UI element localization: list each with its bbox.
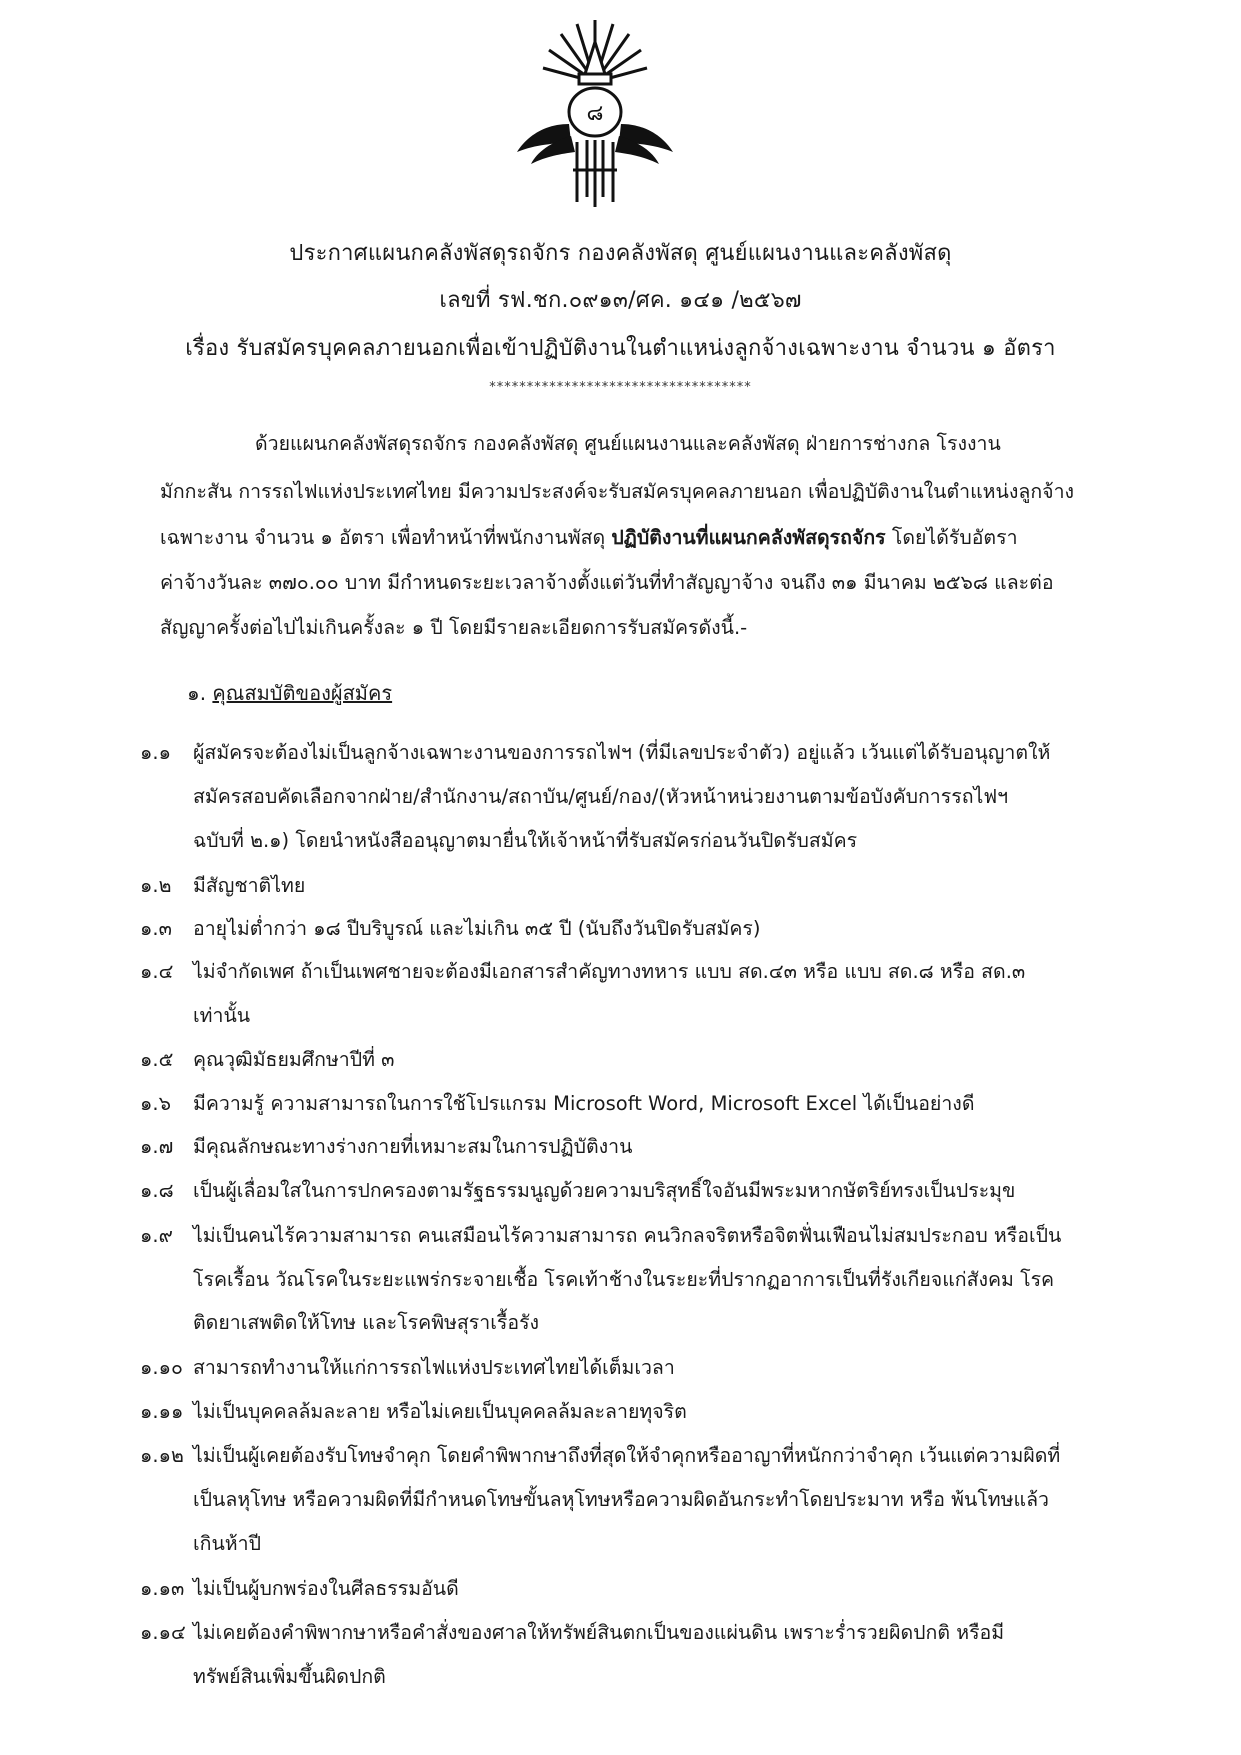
intro-line-1: ด้วยแผนกคลังพัสดุรถจักร กองคลังพัสดุ ศูนย์แผนงานและคลังพัสดุ ฝ่ายการช่างกล โรงงาน bbox=[255, 432, 1001, 455]
item-text: เกินห้าปี bbox=[193, 1532, 261, 1555]
svg-text:๘: ๘ bbox=[586, 101, 604, 126]
item-number: ๑.๑๔ bbox=[140, 1621, 186, 1644]
item-text: ไม่เป็นบุคคลล้มละลาย หรือไม่เคยเป็นบุคคลล้มละลายทุจริต bbox=[193, 1400, 687, 1423]
intro-line-3 bbox=[160, 522, 1120, 553]
item-text: ไม่เป็นผู้บกพร่องในศีลธรรมอันดี bbox=[193, 1577, 459, 1600]
item-number: ๑.๑๐ bbox=[140, 1356, 183, 1379]
item-number: ๑.๑๓ bbox=[140, 1577, 185, 1600]
item-number: ๑.๗ bbox=[140, 1135, 174, 1158]
intro-line-3a: เฉพาะงาน จำนวน ๑ อัตรา เพื่อทำหน้าที่พนักงานพัสดุ bbox=[160, 526, 612, 549]
item-text: ไม่เป็นคนไร้ความสามารถ คนเสมือนไร้ความสามารถ คนวิกลจริตหรือจิตฟั่นเฟือนไม่สมประกอบ หรือเป็น bbox=[193, 1224, 1062, 1247]
item-text: ไม่เป็นผู้เคยต้องรับโทษจำคุก โดยคำพิพากษาถึงที่สุดให้จำคุกหรืออาญาที่หนักกว่าจำคุก เว้นแต่ความผิดที่ bbox=[193, 1444, 1061, 1467]
item-number: ๑.๑ bbox=[140, 741, 171, 764]
item-text: โรคเรื้อน วัณโรคในระยะแพร่กระจายเชื้อ โรคเท้าช้างในระยะที่ปรากฏอาการเป็นที่รังเกียจแก่สังคม โรค bbox=[193, 1268, 1055, 1291]
item-text: สามารถทำงานให้แก่การรถไฟแห่งประเทศไทยได้เต็มเวลา bbox=[193, 1356, 675, 1379]
item-text: มีความรู้ ความสามารถในการใช้โปรแกรม Microsoft Word, Microsoft Excel ได้เป็นอย่างดี bbox=[193, 1092, 975, 1115]
item-text: ติดยาเสพติดให้โทษ และโรคพิษสุราเรื้อรัง bbox=[193, 1311, 540, 1334]
item-text: ฉบับที่ ๒.๑) โดยนำหนังสืออนุญาตมายื่นให้เจ้าหน้าที่รับสมัครก่อนวันปิดรับสมัคร bbox=[193, 829, 858, 852]
item-text: สมัครสอบคัดเลือกจากฝ่าย/สำนักงาน/สถาบัน/ศูนย์/กอง/(หัวหน้าหน่วยงานตามข้อบังคับการรถไฟฯ bbox=[193, 785, 1009, 808]
item-text: ทรัพย์สินเพิ่มขึ้นผิดปกติ bbox=[193, 1665, 386, 1688]
intro-line-2: มักกะสัน การรถไฟแห่งประเทศไทย มีความประสงค์จะรับสมัครบุคคลภายนอก เพื่อปฏิบัติงานในตำแหน่งลูกจ้าง bbox=[160, 480, 1075, 503]
item-number: ๑.๘ bbox=[140, 1179, 174, 1202]
item-number: ๑.๕ bbox=[140, 1048, 174, 1071]
announcement-number: เลขที่ รฟ.ชก.๐๙๑๓/ศค. ๑๔๑ /๒๕๖๗ bbox=[439, 288, 802, 313]
intro-line-5: สัญญาครั้งต่อไปไม่เกินครั้งละ ๑ ปี โดยมีรายละเอียดการรับสมัครดังนี้.- bbox=[160, 616, 748, 639]
item-text: ผู้สมัครจะต้องไม่เป็นลูกจ้างเฉพาะงานของการรถไฟฯ (ที่มีเลขประจำตัว) อยู่แล้ว เว้นแต่ได้รับอนุญาตให้ bbox=[193, 741, 1051, 764]
announcement-title: ประกาศแผนกคลังพัสดุรถจักร กองคลังพัสดุ ศูนย์แผนงานและคลังพัสดุ bbox=[289, 241, 952, 266]
item-text: มีคุณลักษณะทางร่างกายที่เหมาะสมในการปฏิบัติงาน bbox=[193, 1135, 633, 1158]
intro-work-location: ปฏิบัติงานที่แผนกคลังพัสดุรถจักร bbox=[611, 526, 886, 549]
item-text: เท่านั้น bbox=[193, 1004, 251, 1027]
intro-line-4: ค่าจ้างวันละ ๓๗๐.๐๐ บาท มีกำหนดระยะเวลาจ้างตั้งแต่วันที่ทำสัญญาจ้าง จนถึง ๓๑ มีนาคม ๒๕๖๘ และต่อ bbox=[160, 571, 1054, 594]
item-number: ๑.๑๒ bbox=[140, 1444, 184, 1467]
item-number: ๑.๓ bbox=[140, 917, 172, 940]
intro-line-3c: โดยได้รับอัตรา bbox=[885, 526, 1018, 549]
item-text: เป็นลหุโทษ หรือความผิดที่มีกำหนดโทษขั้นลหุโทษหรือความผิดอันกระทำโดยประมาท หรือ พ้นโทษแล้ว bbox=[193, 1488, 1049, 1511]
item-text: มีสัญชาติไทย bbox=[193, 874, 306, 897]
item-text: ไม่เคยต้องคำพิพากษาหรือคำสั่งของศาลให้ทรัพย์สินตกเป็นของแผ่นดิน เพราะร่ำรวยผิดปกติ หรือมี bbox=[193, 1621, 1005, 1644]
item-text: อายุไม่ต่ำกว่า ๑๘ ปีบริบูรณ์ และไม่เกิน ๓๕ ปี (นับถึงวันปิดรับสมัคร) bbox=[193, 917, 761, 940]
item-text: คุณวุฒิมัธยมศึกษาปีที่ ๓ bbox=[193, 1048, 395, 1071]
srt-emblem-icon bbox=[515, 12, 675, 212]
section-title: คุณสมบัติของผู้สมัคร bbox=[212, 681, 393, 705]
announcement-subject: เรื่อง รับสมัครบุคคลภายนอกเพื่อเข้าปฏิบัติงานในตำแหน่งลูกจ้างเฉพาะงาน จำนวน ๑ อัตรา bbox=[185, 336, 1056, 361]
item-number: ๑.๒ bbox=[140, 874, 172, 897]
section-qualifications-heading bbox=[187, 677, 392, 709]
item-number: ๑.๖ bbox=[140, 1092, 171, 1115]
separator-stars: *********************************** bbox=[489, 380, 752, 395]
item-text: เป็นผู้เลื่อมใสในการปกครองตามรัฐธรรมนูญด้วยความบริสุทธิ์ใจอันมีพระมหากษัตริย์ทรงเป็นประมุข bbox=[193, 1179, 1016, 1202]
section-number: ๑. bbox=[187, 681, 207, 705]
item-number: ๑.๑๑ bbox=[140, 1400, 184, 1423]
item-number: ๑.๔ bbox=[140, 960, 174, 983]
item-number: ๑.๙ bbox=[140, 1224, 173, 1247]
item-text: ไม่จำกัดเพศ ถ้าเป็นเพศชายจะต้องมีเอกสารสำคัญทางทหาร แบบ สด.๔๓ หรือ แบบ สด.๘ หรือ สด.๓ bbox=[193, 960, 1026, 983]
